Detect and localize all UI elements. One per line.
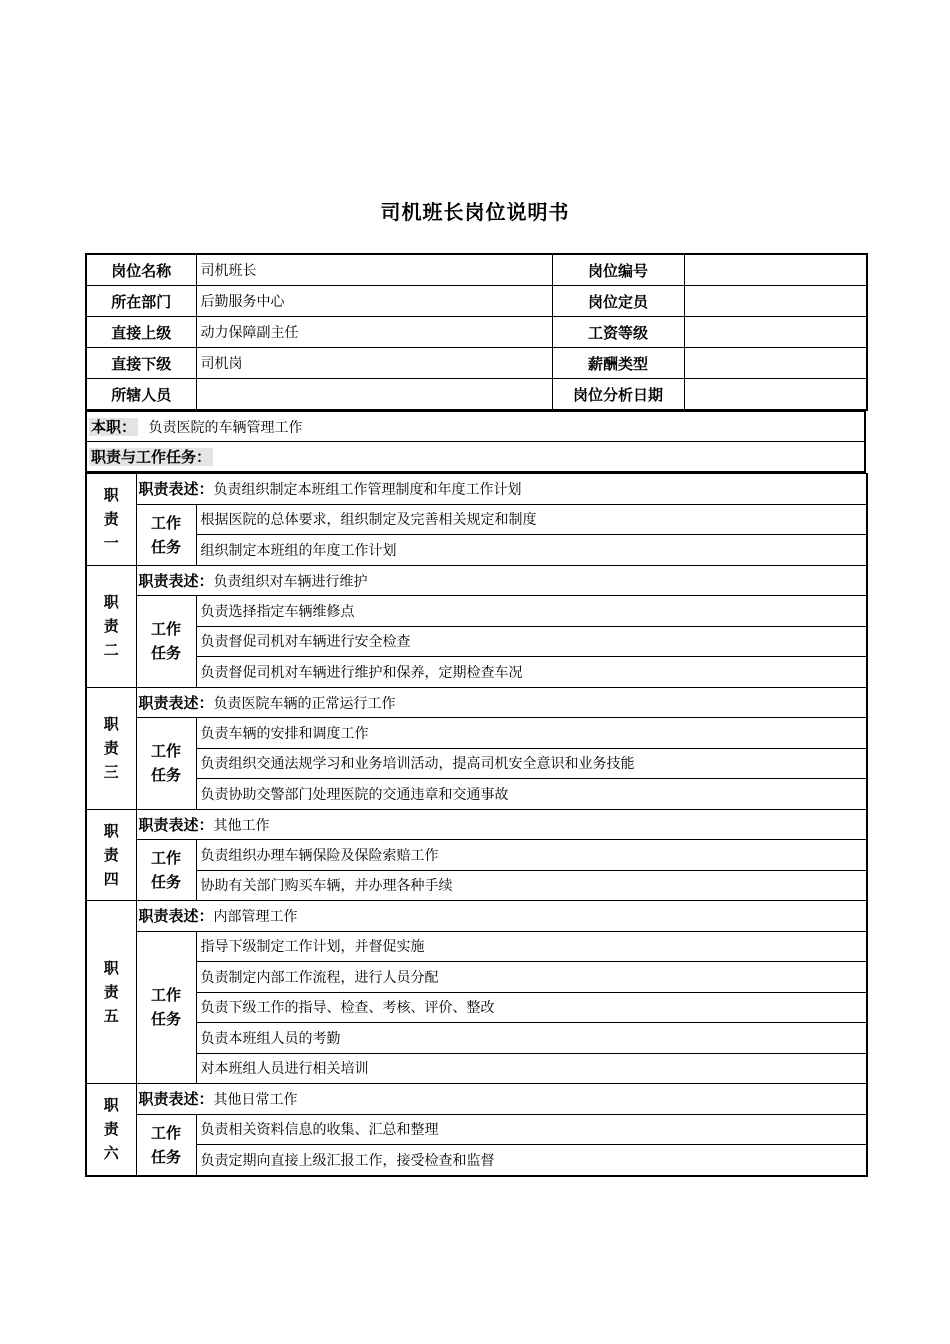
- statement-text: 负责组织对车辆进行维护: [213, 573, 368, 590]
- statement-text: 其他工作: [213, 817, 270, 834]
- duty-statement-row: [86, 687, 867, 718]
- duty-statement-row: [86, 565, 867, 596]
- info-value-2: [684, 317, 867, 348]
- info-label-2: 工资等级: [552, 317, 684, 348]
- task-label-line: 工作: [150, 986, 181, 1005]
- task-row: [86, 870, 867, 901]
- duty-statement-row: [86, 474, 867, 505]
- duty-char: 责: [103, 510, 119, 529]
- info-label-2: 岗位分析日期: [552, 379, 684, 411]
- info-value-2: [684, 348, 867, 379]
- task-row: [86, 840, 867, 871]
- task-text: 负责制定内部工作流程，进行人员分配: [196, 962, 867, 993]
- info-label: 所辖人员: [86, 379, 196, 411]
- task-label-line: 任务: [150, 1147, 181, 1166]
- task-label-line: 任务: [150, 1010, 181, 1029]
- duty-statement-row: [86, 901, 867, 932]
- task-label-line: 工作: [150, 1123, 181, 1142]
- task-label-cell: [136, 931, 196, 1084]
- task-label-cell: [136, 596, 196, 688]
- statement-label: 职责表述：: [138, 480, 214, 499]
- duty-number-cell: [86, 901, 136, 1084]
- info-value: [196, 379, 552, 411]
- task-row: [86, 657, 867, 688]
- duty-char: 责: [103, 983, 119, 1001]
- task-text: 负责定期向直接上级汇报工作，接受检查和监督: [196, 1145, 867, 1176]
- task-label-line: 任务: [150, 644, 181, 663]
- info-row: [86, 254, 867, 286]
- info-row: [86, 348, 867, 379]
- job-description-form: [85, 253, 866, 1177]
- statement-text: 其他日常工作: [213, 1092, 298, 1109]
- job-info-table: [85, 253, 868, 411]
- duty-number-cell: [86, 474, 136, 566]
- duty-char: 二: [103, 641, 119, 659]
- task-label-line: 工作: [150, 513, 181, 532]
- task-row: [86, 748, 867, 779]
- statement-text: 负责组织制定本班组工作管理制度和年度工作计划: [213, 482, 522, 499]
- task-row: [86, 535, 867, 566]
- task-label-line: 工作: [150, 849, 181, 867]
- task-text: 组织制定本班组的年度工作计划: [196, 535, 867, 566]
- info-label: 直接上级: [86, 317, 196, 348]
- task-row: [86, 1053, 867, 1084]
- task-text: 负责本班组人员的考勤: [196, 1023, 867, 1054]
- info-value-2: [684, 379, 867, 411]
- duty-statement: [136, 687, 867, 718]
- duty-statement: [136, 1084, 867, 1115]
- duty-char: 三: [103, 763, 119, 781]
- task-text: 负责组织办理车辆保险及保险索赔工作: [196, 840, 867, 871]
- task-label-line: 任务: [150, 873, 181, 891]
- duty-char: 四: [103, 869, 119, 888]
- info-label-2: 薪酬类型: [552, 348, 684, 379]
- duty-statement: [136, 474, 867, 505]
- duty-statement: [136, 565, 867, 596]
- task-label-cell: [136, 504, 196, 565]
- duty-char: 六: [103, 1144, 119, 1163]
- statement-label: 职责表述：: [138, 693, 214, 712]
- info-label: 所在部门: [86, 286, 196, 317]
- task-label-cell: [136, 1114, 196, 1176]
- statement-text: 负责医院车辆的正常运行工作: [213, 695, 396, 712]
- task-row: [86, 1114, 867, 1145]
- statement-label: 职责表述：: [138, 571, 214, 590]
- duty-number-cell: [86, 1084, 136, 1176]
- statement-label: 职责表述：: [138, 907, 214, 926]
- task-label-line: 工作: [150, 742, 181, 761]
- duty-char: 职: [103, 486, 119, 505]
- info-row: [86, 379, 867, 411]
- duty-statement-row: [86, 809, 867, 840]
- info-value-2: [684, 254, 867, 286]
- mission-text: 负责医院的车辆管理工作: [148, 420, 303, 436]
- mission-label: 本职：: [91, 418, 137, 436]
- duty-char: 一: [103, 534, 119, 553]
- task-row: [86, 992, 867, 1023]
- info-value: 司机班长: [196, 254, 552, 286]
- task-text: 负责督促司机对车辆进行安全检查: [196, 626, 867, 657]
- mission-row: [86, 412, 865, 442]
- duty-statement: [136, 901, 867, 932]
- duty-char: 责: [103, 617, 119, 635]
- task-row: [86, 931, 867, 962]
- duty-char: 职: [103, 821, 119, 840]
- info-row: [86, 286, 867, 317]
- task-text: 负责督促司机对车辆进行维护和保养，定期检查车况: [196, 657, 867, 688]
- info-row: [86, 317, 867, 348]
- mission-table: [85, 411, 866, 473]
- task-row: [86, 596, 867, 627]
- duty-statement: [136, 809, 867, 840]
- duties-table: [85, 473, 868, 1177]
- document-title: 司机班长岗位说明书: [380, 200, 570, 224]
- duty-char: 职: [103, 1096, 119, 1115]
- duty-number-cell: [86, 687, 136, 809]
- task-text: 对本班组人员进行相关培训: [196, 1053, 867, 1084]
- task-text: 负责组织交通法规学习和业务培训活动，提高司机安全意识和业务技能: [196, 748, 867, 779]
- duty-char: 职: [103, 593, 119, 611]
- task-text: 负责选择指定车辆维修点: [196, 596, 867, 627]
- task-row: [86, 962, 867, 993]
- task-label-line: 任务: [150, 537, 181, 556]
- duty-char: 责: [103, 739, 119, 757]
- info-label-2: 岗位编号: [552, 254, 684, 286]
- task-label-cell: [136, 840, 196, 901]
- duty-number-cell: [86, 565, 136, 687]
- duties-header: 职责与工作任务：: [91, 448, 212, 466]
- duty-char: 五: [103, 1007, 119, 1025]
- task-text: 负责协助交警部门处理医院的交通违章和交通事故: [196, 779, 867, 810]
- task-row: [86, 1023, 867, 1054]
- info-value: 动力保障副主任: [196, 317, 552, 348]
- info-label-2: 岗位定员: [552, 286, 684, 317]
- info-label: 直接下级: [86, 348, 196, 379]
- duty-char: 责: [103, 1120, 119, 1139]
- task-text: 协助有关部门购买车辆，并办理各种手续: [196, 870, 867, 901]
- duty-number-cell: [86, 809, 136, 901]
- duty-char: 职: [103, 715, 119, 733]
- task-text: 负责相关资料信息的收集、汇总和整理: [196, 1114, 867, 1145]
- task-text: 根据医院的总体要求，组织制定及完善相关规定和制度: [196, 504, 867, 535]
- task-row: [86, 779, 867, 810]
- duties-header-row: [86, 442, 865, 473]
- info-label: 岗位名称: [86, 254, 196, 286]
- task-text: 负责车辆的安排和调度工作: [196, 718, 867, 749]
- task-text: 负责下级工作的指导、检查、考核、评价、整改: [196, 992, 867, 1023]
- task-row: [86, 1145, 867, 1176]
- statement-label: 职责表述：: [138, 815, 214, 834]
- task-label-line: 任务: [150, 766, 181, 785]
- task-row: [86, 626, 867, 657]
- duty-statement-row: [86, 1084, 867, 1115]
- task-text: 指导下级制定工作计划，并督促实施: [196, 931, 867, 962]
- duty-char: 责: [103, 845, 119, 864]
- info-value: 后勤服务中心: [196, 286, 552, 317]
- task-row: [86, 504, 867, 535]
- statement-label: 职责表述：: [138, 1090, 214, 1109]
- task-row: [86, 718, 867, 749]
- statement-text: 内部管理工作: [213, 909, 298, 926]
- duty-char: 职: [103, 959, 119, 977]
- info-value-2: [684, 286, 867, 317]
- info-value: 司机岗: [196, 348, 552, 379]
- task-label-line: 工作: [150, 620, 181, 639]
- task-label-cell: [136, 718, 196, 810]
